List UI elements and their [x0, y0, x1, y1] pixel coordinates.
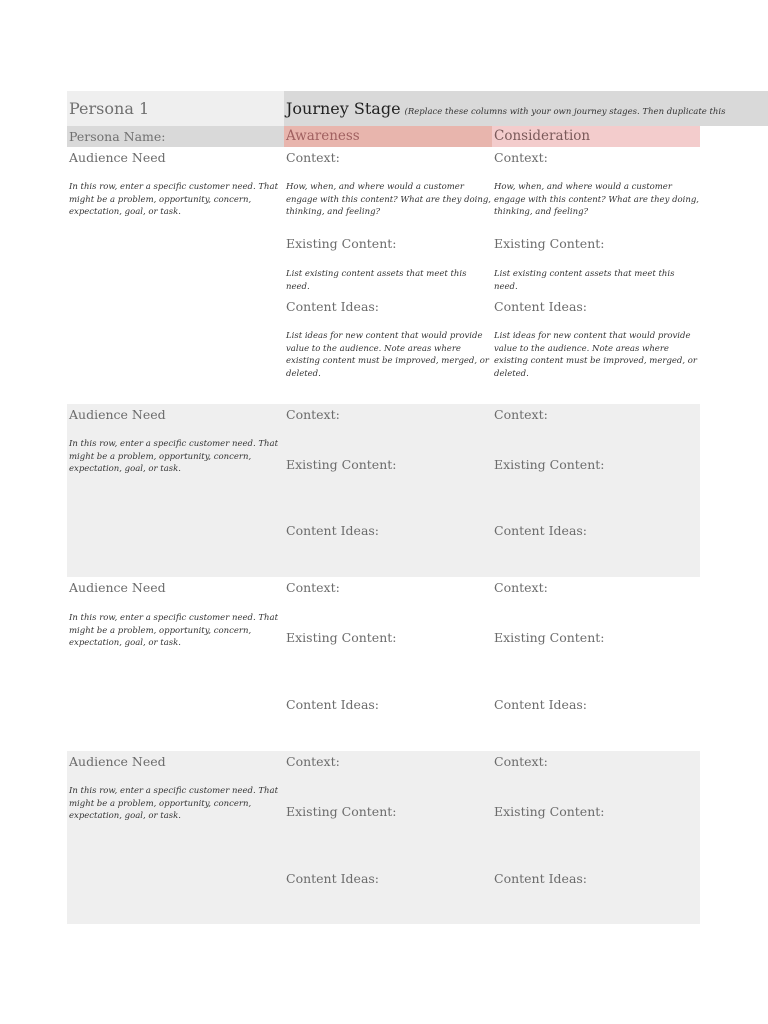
existing-content-help: List existing content assets that meet this need. — [286, 269, 467, 292]
existing-content-label[interactable]: Existing Content: — [494, 804, 605, 819]
context-help: How, when, and where would a customer engage with this content? What are they doing, thinking, and feeling? — [494, 182, 699, 217]
content-ideas-label[interactable]: Content Ideas: — [494, 871, 588, 886]
need-row-2-band — [67, 404, 700, 577]
content-ideas-label[interactable]: Content Ideas: — [286, 871, 380, 886]
existing-content-label[interactable]: Existing Content: — [494, 457, 605, 472]
persona-name-label[interactable]: Persona Name: — [69, 129, 166, 144]
persona-title[interactable]: Persona 1 — [69, 99, 150, 118]
audience-need-title[interactable]: Audience Need — [69, 580, 166, 595]
context-help: How, when, and where would a customer engage with this content? What are they doing, thinking, and feeling? — [286, 182, 491, 217]
context-label[interactable]: Context: — [286, 580, 340, 595]
content-ideas-label[interactable]: Content Ideas: — [494, 299, 588, 314]
existing-content-help: List existing content assets that meet this need. — [494, 269, 675, 292]
content-ideas-help: List ideas for new content that would provide value to the audience. Note areas where existing content must be improved, merged, or deleted. — [286, 331, 489, 379]
audience-need-help: In this row, enter a specific customer need. That might be a problem, opportunity, concern, expectation, goal, or task. — [69, 439, 278, 474]
content-ideas-label[interactable]: Content Ideas: — [494, 523, 588, 538]
audience-need-title[interactable]: Audience Need — [69, 407, 166, 422]
content-ideas-label[interactable]: Content Ideas: — [286, 523, 380, 538]
audience-need-help: In this row, enter a specific customer need. That might be a problem, opportunity, concern, expectation, goal, or task. — [69, 182, 278, 217]
existing-content-label[interactable]: Existing Content: — [286, 457, 397, 472]
audience-need-help: In this row, enter a specific customer need. That might be a problem, opportunity, concern, expectation, goal, or task. — [69, 786, 278, 821]
context-label[interactable]: Context: — [494, 407, 548, 422]
audience-need-help: In this row, enter a specific customer need. That might be a problem, opportunity, concern, expectation, goal, or task. — [69, 613, 278, 648]
content-ideas-label[interactable]: Content Ideas: — [286, 697, 380, 712]
existing-content-label[interactable]: Existing Content: — [286, 804, 397, 819]
audience-need-title[interactable]: Audience Need — [69, 754, 166, 769]
context-label[interactable]: Context: — [494, 754, 548, 769]
context-label[interactable]: Context: — [494, 580, 548, 595]
existing-content-label[interactable]: Existing Content: — [494, 236, 605, 251]
content-ideas-help: List ideas for new content that would provide value to the audience. Note areas where existing content must be improved, merged, or deleted. — [494, 331, 697, 379]
context-label[interactable]: Context: — [286, 150, 340, 165]
context-label[interactable]: Context: — [286, 407, 340, 422]
stage-awareness-label[interactable]: Awareness — [286, 128, 360, 144]
stage-consideration-label[interactable]: Consideration — [494, 128, 591, 144]
existing-content-label[interactable]: Existing Content: — [286, 630, 397, 645]
context-label[interactable]: Context: — [494, 150, 548, 165]
content-ideas-label[interactable]: Content Ideas: — [286, 299, 380, 314]
context-label[interactable]: Context: — [286, 754, 340, 769]
journey-stage-title[interactable] — [286, 99, 725, 118]
existing-content-label[interactable]: Existing Content: — [286, 236, 397, 251]
audience-need-title[interactable]: Audience Need — [69, 150, 166, 165]
journey-stage-label: Journey Stage — [286, 99, 401, 118]
existing-content-label[interactable]: Existing Content: — [494, 630, 605, 645]
journey-stage-note: (Replace these columns with your own journey stages. Then duplicate this — [404, 107, 726, 117]
content-ideas-label[interactable]: Content Ideas: — [494, 697, 588, 712]
need-row-4-band — [67, 751, 700, 924]
